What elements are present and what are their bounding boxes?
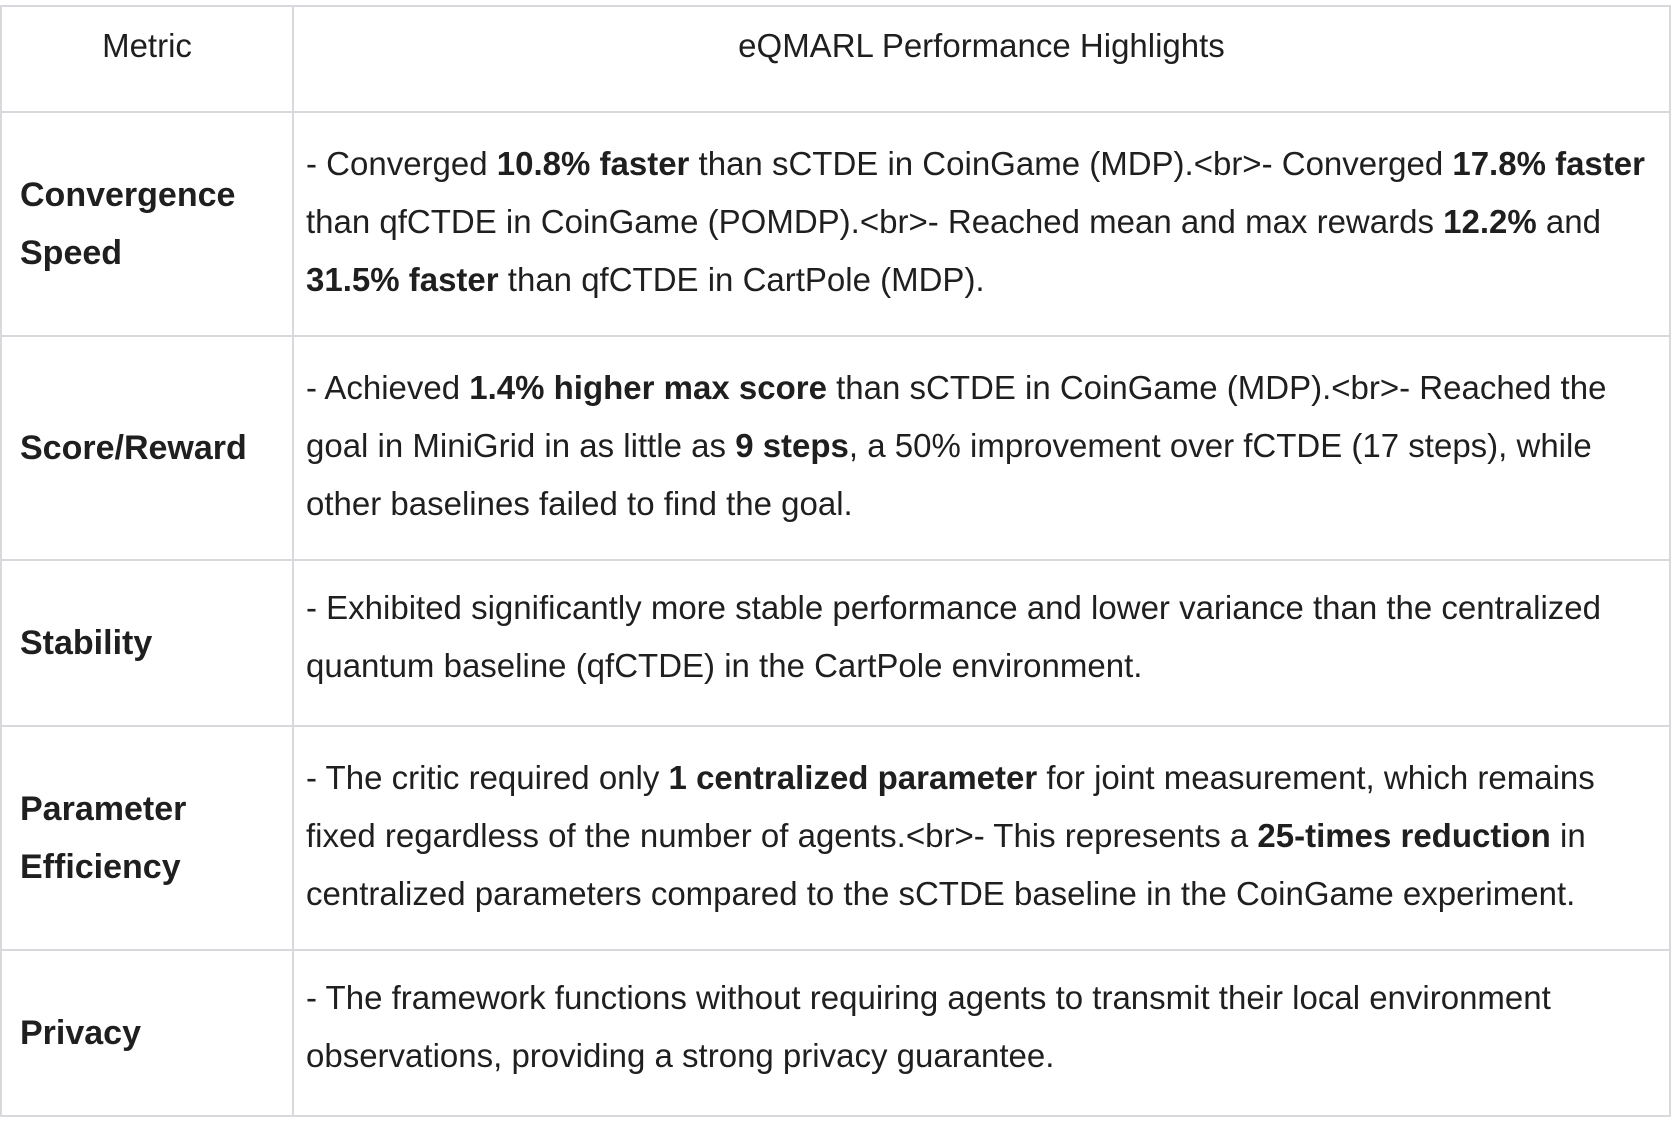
highlight-emphasis: 1.4% higher max score (469, 369, 827, 406)
highlight-emphasis: 12.2% (1443, 203, 1537, 240)
metric-cell: Privacy (1, 950, 293, 1116)
metric-cell: Stability (1, 560, 293, 726)
highlight-cell (293, 336, 1670, 560)
highlight-text: , a 50% improvement over fCTDE (17 steps), while other baselines failed to find the goal. (306, 427, 1592, 522)
highlight-text: for joint measurement, which remains fixed regardless of the number of agents.<br>- This represents a (306, 759, 1595, 854)
header-metric: Metric (1, 6, 293, 112)
table-row (1, 726, 1670, 950)
metric-cell: Convergence Speed (1, 112, 293, 336)
highlight-text: - The framework functions without requiring agents to transmit their local environment observations, providing a strong privacy guarantee. (306, 979, 1551, 1074)
highlight-cell (293, 726, 1670, 950)
highlight-emphasis: 31.5% faster (306, 261, 499, 298)
header-row (1, 6, 1670, 112)
highlight-text: - The critic required only (306, 759, 669, 796)
highlight-text: than qfCTDE in CoinGame (POMDP).<br>- Reached mean and max rewards (306, 203, 1444, 240)
highlight-emphasis: 1 centralized parameter (668, 759, 1038, 796)
highlight-cell (293, 112, 1670, 336)
highlight-text: in centralized parameters compared to the sCTDE baseline in the CoinGame experiment. (306, 817, 1586, 912)
highlight-cell (293, 560, 1670, 726)
header-highlights: eQMARL Performance Highlights (293, 6, 1670, 112)
highlight-emphasis: 17.8% faster (1452, 145, 1645, 182)
highlight-text: than sCTDE in CoinGame (MDP).<br>- Reached the goal in MiniGrid in as little as (306, 369, 1607, 464)
highlight-text: - Achieved (306, 369, 470, 406)
table-row (1, 336, 1670, 560)
highlight-text: - Exhibited significantly more stable performance and lower variance than the centralized quantum baseline (qfCTDE) in the CartPole environment. (306, 589, 1602, 684)
table-row (1, 560, 1670, 726)
highlight-emphasis: 10.8% faster (496, 145, 690, 182)
highlight-emphasis: 9 steps (735, 427, 849, 464)
highlight-text: and (1536, 203, 1601, 240)
highlight-text: - Converged (306, 145, 497, 182)
metric-cell: Parameter Efficiency (1, 726, 293, 950)
metric-cell: Score/Reward (1, 336, 293, 560)
highlight-cell (293, 950, 1670, 1116)
highlight-text: than sCTDE in CoinGame (MDP).<br>- Converged (689, 145, 1453, 182)
performance-table (0, 5, 1671, 1117)
highlight-text: than qfCTDE in CartPole (MDP). (498, 261, 985, 298)
highlight-emphasis: 25-times reduction (1257, 817, 1551, 854)
table-row (1, 950, 1670, 1116)
table-row (1, 112, 1670, 336)
